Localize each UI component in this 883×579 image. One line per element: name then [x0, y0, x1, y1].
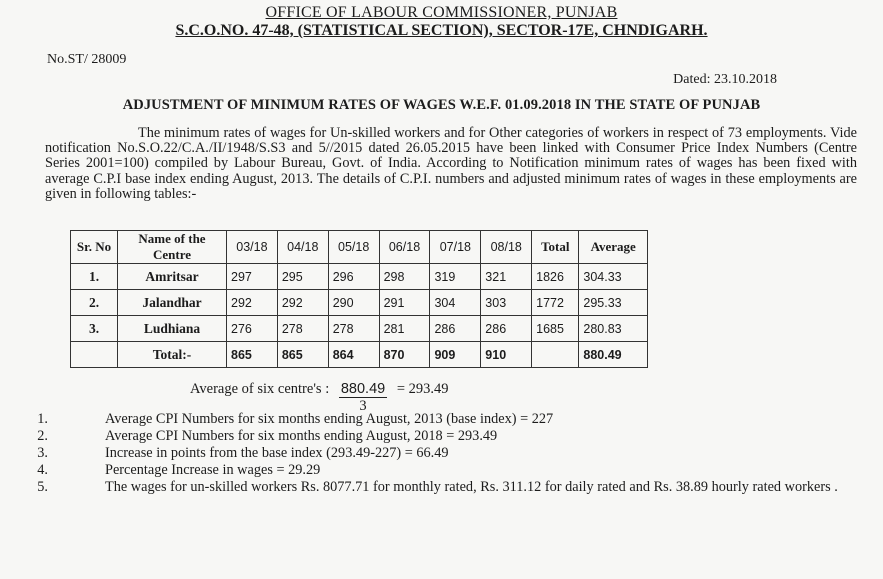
- cell-value: 291: [379, 290, 430, 316]
- calculation-list: [33, 411, 853, 519]
- table-row: [71, 316, 648, 342]
- cell-value: 319: [430, 264, 481, 290]
- cell-value: 278: [328, 316, 379, 342]
- list-item-number: 1.: [37, 411, 48, 427]
- cell-value: 303: [481, 290, 532, 316]
- header-month: 07/18: [430, 231, 481, 264]
- table-total-row: [71, 342, 648, 368]
- list-item: [33, 445, 853, 462]
- cell-total: 1772: [532, 290, 579, 316]
- cell-value: 295: [277, 264, 328, 290]
- cell-total-value: 909: [430, 342, 481, 368]
- cell-value: 290: [328, 290, 379, 316]
- cell-sr-empty: [71, 342, 118, 368]
- average-result: = 293.49: [396, 381, 449, 397]
- reference-number: No.ST/ 28009: [47, 52, 127, 67]
- list-item-number: 2.: [37, 428, 48, 444]
- cell-total-value: 865: [227, 342, 278, 368]
- cell-value: 276: [227, 316, 278, 342]
- list-item-number: 4.: [37, 462, 48, 478]
- total-label: Total:-: [118, 342, 227, 368]
- intro-paragraph: [45, 126, 857, 202]
- cell-value: 286: [481, 316, 532, 342]
- header-sr: Sr. No: [71, 231, 118, 264]
- cell-sr: 2.: [71, 290, 118, 316]
- cell-value: 281: [379, 316, 430, 342]
- cell-average: 295.33: [579, 290, 648, 316]
- cell-total-value: 870: [379, 342, 430, 368]
- list-item: [33, 428, 853, 445]
- header-month: 08/18: [481, 231, 532, 264]
- cell-total-value: 910: [481, 342, 532, 368]
- average-fraction: [339, 381, 387, 415]
- list-item-text: Increase in points from the base index (293.49-227) = 66.49: [105, 445, 449, 461]
- header-month: 05/18: [328, 231, 379, 264]
- average-numerator: 880.49: [340, 381, 386, 397]
- cell-total-value: 864: [328, 342, 379, 368]
- list-item: [33, 462, 853, 479]
- header-total: Total: [532, 231, 579, 264]
- cell-centre: Amritsar: [118, 264, 227, 290]
- cell-total: 1826: [532, 264, 579, 290]
- cpi-table: [70, 230, 648, 368]
- table-row: [71, 264, 648, 290]
- cell-sr: 1.: [71, 264, 118, 290]
- list-item-number: 3.: [37, 445, 48, 461]
- cell-value: 304: [430, 290, 481, 316]
- cell-value: 292: [277, 290, 328, 316]
- intro-paragraph-text: The minimum rates of wages for Un-skilled workers and for Other categories of workers in respect of 73 employments. Vide notification No.S.O.22/C.A./II/1948/S.S3 and 5//2015 dated 26.05.2015 have been linked with Consumer Price Index Numbers (Centre Series 2001=100) compiled by Labour Bureau, Govt. of India. According to Notification minimum rates of wages has been fixed with average C.P.I base index ending August, 2013. The details of C.P.I. numbers and adjusted minimum rates of wages in these employments are given in following tables:-: [45, 125, 857, 202]
- list-item-number: 5.: [37, 479, 48, 495]
- cell-value: 298: [379, 264, 430, 290]
- list-item: [33, 479, 853, 519]
- average-label: Average of six centre's :: [190, 381, 330, 397]
- cell-grand-average: 880.49: [579, 342, 648, 368]
- cell-centre: Ludhiana: [118, 316, 227, 342]
- average-calculation: [190, 381, 449, 415]
- header-centre: Name of the Centre: [118, 231, 227, 264]
- cell-sr: 3.: [71, 316, 118, 342]
- header-month: 03/18: [227, 231, 278, 264]
- cell-centre: Jalandhar: [118, 290, 227, 316]
- office-address: S.C.O.NO. 47-48, (STATISTICAL SECTION), SECTOR-17E, CHNDIGARH.: [175, 22, 708, 39]
- table-row: [71, 290, 648, 316]
- cell-total: 1685: [532, 316, 579, 342]
- cell-value: 286: [430, 316, 481, 342]
- document-title: ADJUSTMENT OF MINIMUM RATES OF WAGES W.E.F. 01.09.2018 IN THE STATE OF PUNJAB: [122, 97, 761, 113]
- list-item-text: Percentage Increase in wages = 29.29: [105, 462, 321, 478]
- cell-value: 321: [481, 264, 532, 290]
- date-line: Dated: 23.10.2018: [673, 72, 777, 87]
- cell-value: 278: [277, 316, 328, 342]
- header-month: 06/18: [379, 231, 430, 264]
- list-item: [33, 411, 853, 428]
- office-heading: OFFICE OF LABOUR COMMISSIONER, PUNJAB: [265, 4, 618, 21]
- cell-grand-total: [532, 342, 579, 368]
- list-item-text: Average CPI Numbers for six months ending August, 2018 = 293.49: [105, 428, 498, 444]
- header-month: 04/18: [277, 231, 328, 264]
- average-denominator: 3: [359, 398, 367, 414]
- cell-average: 280.83: [579, 316, 648, 342]
- cell-average: 304.33: [579, 264, 648, 290]
- cell-value: 296: [328, 264, 379, 290]
- header-average: Average: [579, 231, 648, 264]
- list-item-text: The wages for un-skilled workers Rs. 8077.71 for monthly rated, Rs. 311.12 for daily rated and Rs. 38.89 hourly rated workers .: [105, 479, 838, 495]
- cell-value: 292: [227, 290, 278, 316]
- cell-value: 297: [227, 264, 278, 290]
- list-item-text: Average CPI Numbers for six months ending August, 2013 (base index) = 227: [105, 411, 554, 427]
- table-header-row: [71, 231, 648, 264]
- cell-total-value: 865: [277, 342, 328, 368]
